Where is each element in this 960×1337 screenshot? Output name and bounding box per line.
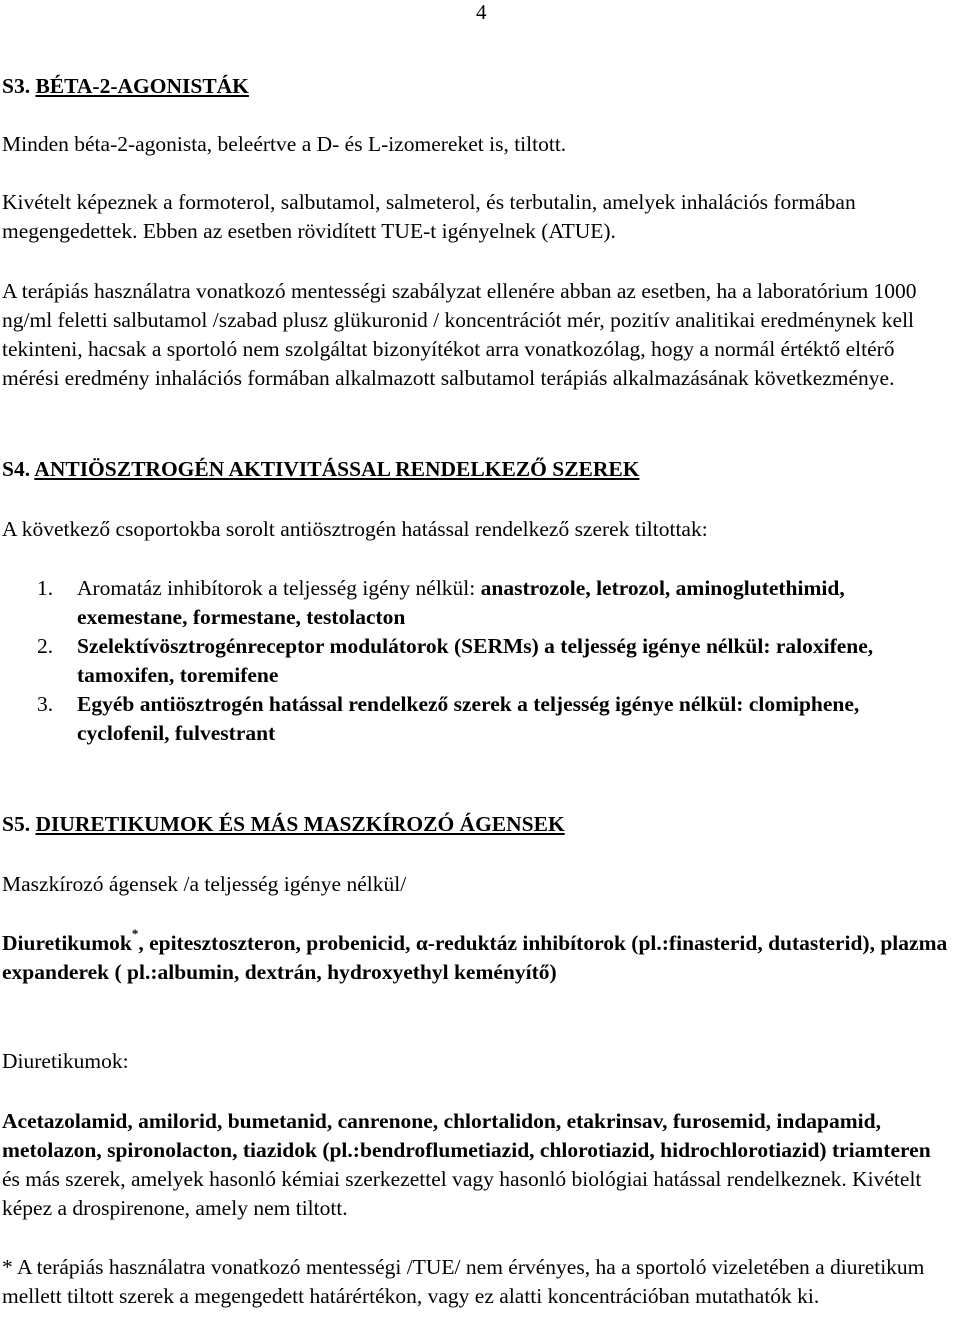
diuretics-list: Acetazolamid, amilorid, bumetanid, canrenone, chlortalidon, etakrinsav, furosemid, indapamid, metolazon, spironolacton, tiazidok (pl.:bendroflumetiazid, chlorotiazid, hidrochlorotiazid) triamteren	[2, 1109, 931, 1162]
section-s5-title: DIURETIKUMOK ÉS MÁS MASZKÍROZÓ ÁGENSEK	[35, 812, 565, 836]
list-item-number: 3.	[37, 692, 54, 716]
list-item-number: 2.	[37, 634, 54, 658]
section-s3-heading	[2, 72, 952, 101]
s4-intro: A következő csoportokba sorolt antiösztrogén hatással rendelkező szerek tiltottak:	[2, 517, 708, 541]
masking-agents-list: , epitesztoszteron, probenicid, α-reduktáz inhibítorok (pl.:finasterid, dutasterid), plazma expanderek ( pl.:albumin, dextrán, hydroxyethyl keményítő)	[2, 931, 948, 984]
section-s5-code: S5.	[2, 812, 31, 836]
s3-paragraph-3: A terápiás használatra vonatkozó mentességi szabályzat ellenére abban az esetben, ha a laboratórium 1000 ng/ml feletti salbutamol /szabad plusz glükuronid / koncentrációt mér, pozitív analitikai eredménynek kell tekinteni, hacsak a sportoló nem szolgáltat bizonyítékot arra vonatkozólag, hogy a normál értéktő eltérő mérési eredmény inhalációs formában alkalmazott salbutamol terápiás alkalmazásának következménye.	[2, 279, 917, 390]
diuretikumok-term: Diuretikumok	[2, 931, 132, 955]
s4-list-item	[0, 632, 952, 690]
section-s5-heading	[2, 810, 952, 839]
list-item-substances: anastrozole, letrozol, aminoglutethimid, exemestane, formestane, testolacton	[77, 576, 845, 629]
s5-paragraph-2	[2, 925, 952, 987]
s5-paragraph-4	[2, 1107, 952, 1223]
list-item-substances: Szelektívösztrogénreceptor modulátorok (SERMs) a teljesség igénye nélkül: raloxifene, tamoxifen, toremifene	[77, 634, 874, 687]
section-s4-code: S4.	[2, 457, 31, 481]
list-item-substances: Egyéb antiösztrogén hatással rendelkező szerek a teljesség igénye nélkül: clomiphene, cyclofenil, fulvestrant	[77, 692, 860, 745]
s3-paragraph-1: Minden béta-2-agonista, beleértve a D- és L-izomereket is, tiltott.	[2, 132, 567, 156]
s3-paragraph-2: Kivételt képeznek a formoterol, salbutamol, salmeterol, és terbutalin, amelyek inhalációs formában megengedettek. Ebben az esetben rövidített TUE-t igényelnek (ATUE).	[2, 190, 856, 243]
s4-list-item	[0, 690, 952, 748]
list-item-text: Aromatáz inhibítorok a teljesség igény nélkül:	[77, 576, 481, 600]
section-s4-title: ANTIÖSZTROGÉN AKTIVITÁSSAL RENDELKEZŐ SZEREK	[34, 457, 640, 481]
section-s4-heading	[2, 455, 952, 484]
section-s3-title: BÉTA-2-AGONISTÁK	[35, 74, 249, 98]
s4-list	[0, 574, 952, 748]
list-item-number: 1.	[37, 576, 54, 600]
diuretics-note: és más szerek, amelyek hasonló kémiai szerkezettel vagy hasonló biológiai hatással rendelkeznek. Kivételt képez a drospirenone, amely nem tiltott.	[2, 1167, 922, 1220]
page-number: 4	[476, 0, 487, 24]
section-s3-code: S3.	[2, 74, 31, 98]
s4-list-item	[0, 574, 952, 632]
footnote: * A terápiás használatra vonatkozó mentességi /TUE/ nem érvényes, ha a sportoló vizeletében a diuretikum mellett tiltott szerek a megengedett határértékon, vagy ez alatti koncentrációban mutathatók ki.	[2, 1255, 925, 1308]
footnote-marker: *	[131, 925, 139, 941]
s5-paragraph-1: Maszkírozó ágensek /a teljesség igénye nélkül/	[2, 872, 407, 896]
s5-paragraph-3: Diuretikumok:	[2, 1049, 129, 1073]
